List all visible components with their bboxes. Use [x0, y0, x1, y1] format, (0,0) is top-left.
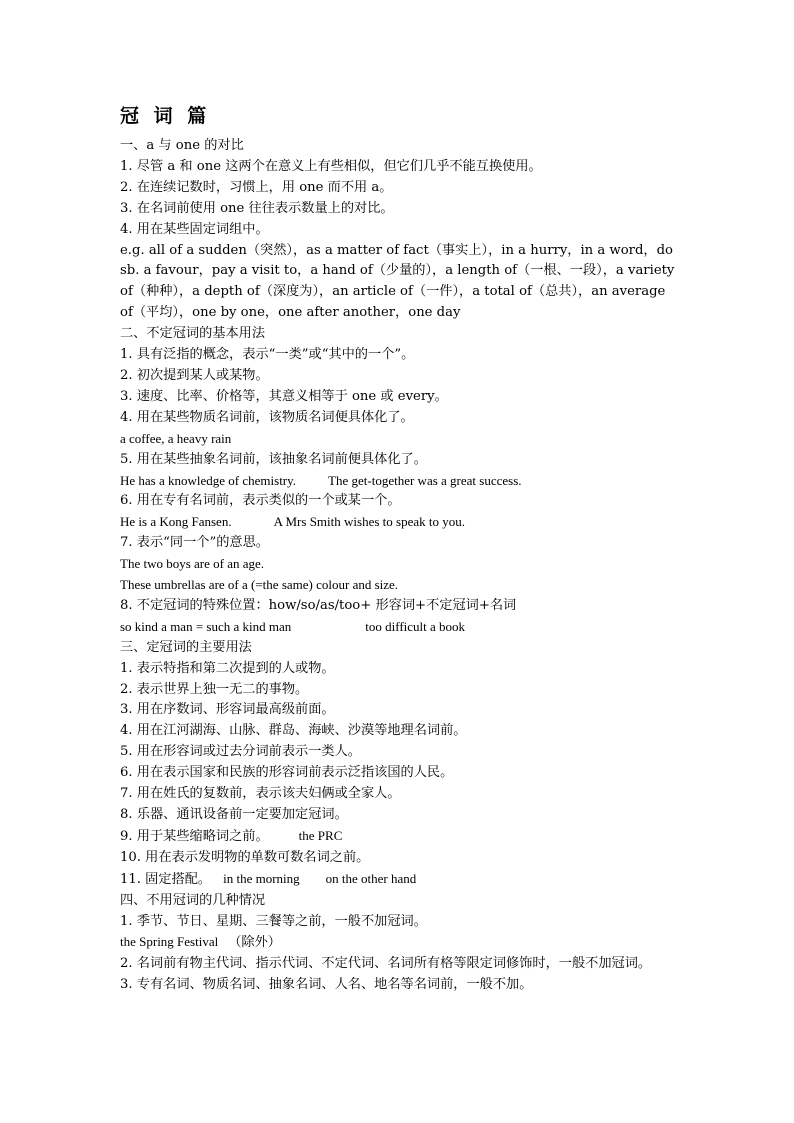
- example-text: The get-together was a great success.: [328, 472, 522, 488]
- document-page: [120, 104, 680, 996]
- section-3-item: 6. 用在表示国家和民族的形容词前表示泛指该国的人民。: [120, 765, 454, 781]
- example-text: the PRC: [298, 827, 343, 843]
- section-2-item: 6. 用在专有名词前，表示类似的一个或某一个。: [120, 493, 401, 509]
- section-2-item: 1. 具有泛指的概念，表示“一类”或“其中的一个”。: [120, 347, 415, 363]
- example-text: too difficult a book: [365, 618, 466, 634]
- section-3-item: [120, 869, 680, 891]
- example-note: （除外）: [228, 935, 281, 951]
- section-3-item: 5. 用在形容词或过去分词前表示一类人。: [120, 744, 361, 760]
- example-line: [120, 512, 680, 533]
- section-4-item: 2. 名词前有物主代词、指示代词、不定代词、名词所有格等限定词修饰时，一般不加冠词。: [120, 956, 652, 972]
- section-2-item: 7. 表示“同一个”的意思。: [120, 535, 269, 551]
- section-1-example: sb. a favour，pay a visit to，a hand of（少量的），a length of（一根、一段），a variety: [120, 263, 675, 279]
- section-2-heading: 二、不定冠词的基本用法: [120, 326, 266, 342]
- section-3-item: 10. 用在表示发明物的单数可数名词之前。: [120, 849, 370, 865]
- example-text: He is a Kong Fansen.: [120, 514, 232, 530]
- section-3-item: 7. 用在姓氏的复数前，表示该夫妇俩或全家人。: [120, 786, 401, 802]
- example-text: in the morning: [223, 870, 300, 886]
- section-4-item: 3. 专有名词、物质名词、抽象名词、人名、地名等名词前，一般不加。: [120, 977, 533, 993]
- example-line: [120, 471, 680, 492]
- section-1-item: 4. 用在某些固定词组中。: [120, 221, 269, 237]
- section-3-item: [120, 826, 680, 848]
- example-line: [120, 932, 680, 954]
- example-line: These umbrellas are of a (=the same) colour and size.: [120, 577, 399, 593]
- example-text: the Spring Festival: [120, 934, 219, 950]
- section-1-example: e.g. all of a sudden（突然），as a matter of fact（事实上），in a hurry，in a word，do: [120, 242, 673, 258]
- item-text: 11. 固定搭配。: [120, 871, 212, 887]
- example-text: so kind a man = such a kind man: [120, 618, 292, 634]
- section-1-item: 3. 在名词前使用 one 往往表示数量上的对比。: [120, 200, 394, 216]
- section-3-heading: 三、定冠词的主要用法: [120, 639, 252, 655]
- section-3-item: 1. 表示特指和第二次提到的人或物。: [120, 660, 335, 676]
- example-line: a coffee, a heavy rain: [120, 430, 232, 446]
- example-line: [120, 617, 680, 638]
- section-2-item: 3. 速度、比率、价格等，其意义相等于 one 或 every。: [120, 388, 448, 404]
- section-4-heading: 四、不用冠词的几种情况: [120, 892, 266, 908]
- section-2-item: 2. 初次提到某人或某物。: [120, 367, 269, 383]
- section-2-item: 8. 不定冠词的特殊位置：how/so/as/too+ 形容词+不定冠词+名词: [120, 597, 517, 613]
- section-3-item: 2. 表示世界上独一无二的事物。: [120, 681, 309, 697]
- example-line: The two boys are of an age.: [120, 556, 265, 572]
- section-3-item: 3. 用在序数词、形容词最高级前面。: [120, 702, 335, 718]
- section-1-example: of（平均），one by one，one after another，one day: [120, 305, 461, 321]
- section-1-heading: 一、a 与 one 的对比: [120, 138, 244, 153]
- section-2-item: 4. 用在某些物质名词前，该物质名词便具体化了。: [120, 409, 414, 425]
- section-3-item: 4. 用在江河湖海、山脉、群岛、海峡、沙漠等地理名词前。: [120, 723, 467, 739]
- section-1-item: 2. 在连续记数时，习惯上，用 one 而不用 a。: [120, 179, 393, 195]
- example-text: A Mrs Smith wishes to speak to you.: [273, 514, 465, 530]
- section-4-item: 1. 季节、节日、星期、三餐等之前，一般不加冠词。: [120, 913, 427, 929]
- example-text: He has a knowledge of chemistry.: [120, 472, 297, 488]
- section-2-item: 5. 用在某些抽象名词前，该抽象名词前便具体化了。: [120, 451, 427, 467]
- example-text: on the other hand: [325, 870, 417, 886]
- section-1-item: 1. 尽管 a 和 one 这两个在意义上有些相似，但它们几乎不能互换使用。: [120, 158, 542, 174]
- section-1-example: of（种种），a depth of（深度为），an article of（一件），a total of（总共），an average: [120, 284, 666, 300]
- item-text: 9. 用于某些缩略词之前。: [120, 828, 269, 844]
- page-title: 冠 词 篇: [120, 105, 211, 127]
- section-3-item: 8. 乐器、通讯设备前一定要加定冠词。: [120, 807, 348, 822]
